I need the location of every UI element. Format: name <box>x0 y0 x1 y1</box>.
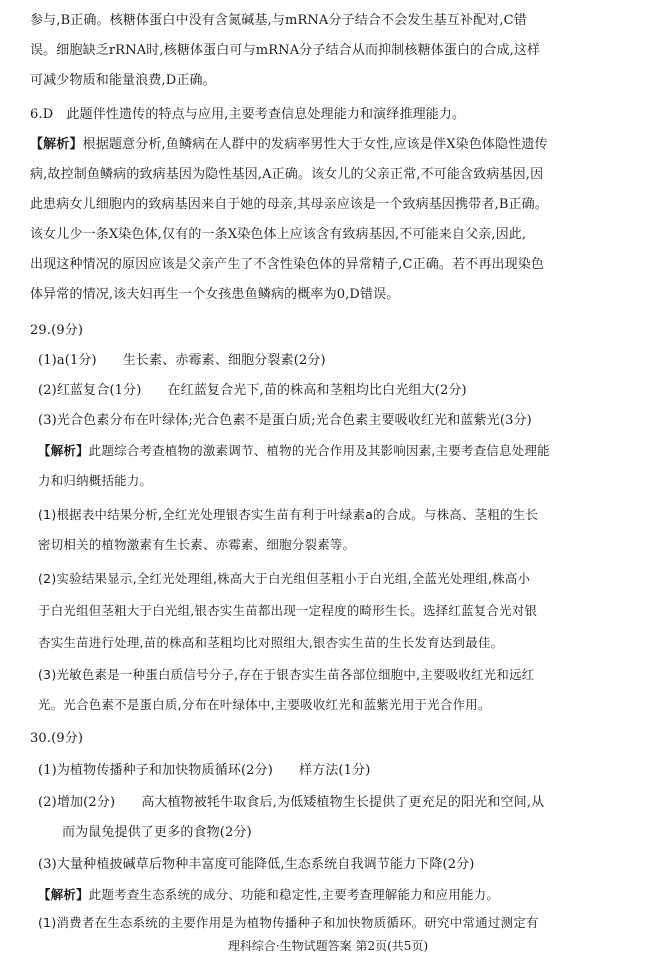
text-line: 而为鼠兔提供了更多的食物(2分) <box>62 825 252 840</box>
text-line: 力和归纳概括能力。 <box>38 473 153 488</box>
text-line: 病,故控制鱼鳞病的致病基因为隐性基因,A正确。该女儿的父亲正常,不可能含致病基因,因 <box>30 167 544 182</box>
text-line: 体异常的情况,该夫妇再生一个女孩患鱼鳞病的概率为0,D错误。 <box>30 287 400 302</box>
question-29-heading: 29.(9分) <box>30 323 84 338</box>
text-line: (3)光敏色素是一种蛋白质信号分子,存在于银杏实生苗各部位细胞中,主要吸收红光和远红 <box>38 667 535 682</box>
question-30-heading: 30.(9分) <box>30 731 84 746</box>
text-line: 参与,B正确。核糖体蛋白中没有含氮碱基,与mRNA分子结合不会发生基互补配对,C错 <box>30 13 527 28</box>
text-line: (1)根据表中结果分析,全红光处理银杏实生苗有利于叶绿素a的合成。与株高、茎粗的生长 <box>38 507 539 522</box>
answer-29-2: (2)红蓝复合(1分) 在红蓝复合光下,苗的株高和茎粗均比白光组大(2分) <box>38 383 467 398</box>
text-line: 密切相关的植物激素有生长素、赤霉素、细胞分裂素等。 <box>38 537 356 552</box>
text-line: (2)实验结果显示,全红光处理组,株高大于白光组但茎粗小于白光组,全蓝光处理组,株高小 <box>38 571 531 586</box>
text-line: 光。光合色素不是蛋白质,分布在叶绿体中,主要吸收红光和蓝紫光用于光合作用。 <box>38 697 491 712</box>
text-line: 可减少物质和能量浪费,D正确。 <box>30 73 216 88</box>
analysis-paragraph: 【解析】此题综合考查植物的激素调节、植物的光合作用及其影响因素,主要考查信息处理能 <box>38 443 550 458</box>
analysis-tag: 【解析】 <box>30 137 83 152</box>
analysis-paragraph: 【解析】此题考查生态系统的成分、功能和稳定性,主要考查理解能力和应用能力。 <box>38 887 500 902</box>
text-line: 该女儿少一条X染色体,仅有的一条X染色体上应该含有致病基因,不可能来自父亲,因此, <box>30 227 527 242</box>
answer-30-3: (3)大量种植披碱草后物种丰富度可能降低,生态系统自我调节能力下降(2分) <box>38 857 475 872</box>
text-line: (1)消费者在生态系统的主要作用是为植物传播种子和加快物质循环。研究中常通过测定有 <box>38 915 539 930</box>
page-footer: 理科综合·生物试题答案 第2页(共5页) <box>227 939 429 953</box>
text-line: 此患病女儿细胞内的致病基因来自于她的母亲,其母亲应该是一个致病基因携带者,B正确。 <box>30 197 548 212</box>
answer-29-3: (3)光合色素分布在叶绿体;光合色素不是蛋白质;光合色素主要吸收红光和蓝紫光(3分) <box>38 413 532 428</box>
answer-30-2: (2)增加(2分) 高大植物被牦牛取食后,为低矮植物生长提供了更充足的阳光和空间,从 <box>38 795 545 810</box>
analysis-paragraph: 【解析】根据题意分析,鱼鳞病在人群中的发病率男性大于女性,应该是伴X染色体隐性遗传 <box>30 137 548 152</box>
text-line: 出现这种情况的原因应该是父亲产生了不含性染色体的异常精子,C正确。若不再出现染色 <box>30 257 545 272</box>
text-line: 误。细胞缺乏rRNA时,核糖体蛋白可与mRNA分子结合从而抑制核糖体蛋白的合成,这样 <box>30 43 541 58</box>
answer-29-1: (1)a(1分) 生长素、赤霉素、细胞分裂素(2分) <box>38 353 326 368</box>
analysis-tag: 【解析】 <box>38 887 89 902</box>
analysis-tag: 【解析】 <box>38 443 89 458</box>
text-line: 杏实生苗进行处理,苗的株高和茎粗均比对照组大,银杏实生苗的生长发育达到最佳。 <box>38 635 504 650</box>
text-line: 于白光组但茎粗大于白光组,银杏实生苗都出现一定程度的畸形生长。选择红蓝复合光对银 <box>38 603 538 618</box>
answer-30-1: (1)为植物传播种子和加快物质循环(2分) 样方法(1分) <box>38 763 371 778</box>
question-6-heading: 6.D 此题伴性遗传的特点与应用,主要考查信息处理能力和演绎推理能力。 <box>30 107 466 122</box>
